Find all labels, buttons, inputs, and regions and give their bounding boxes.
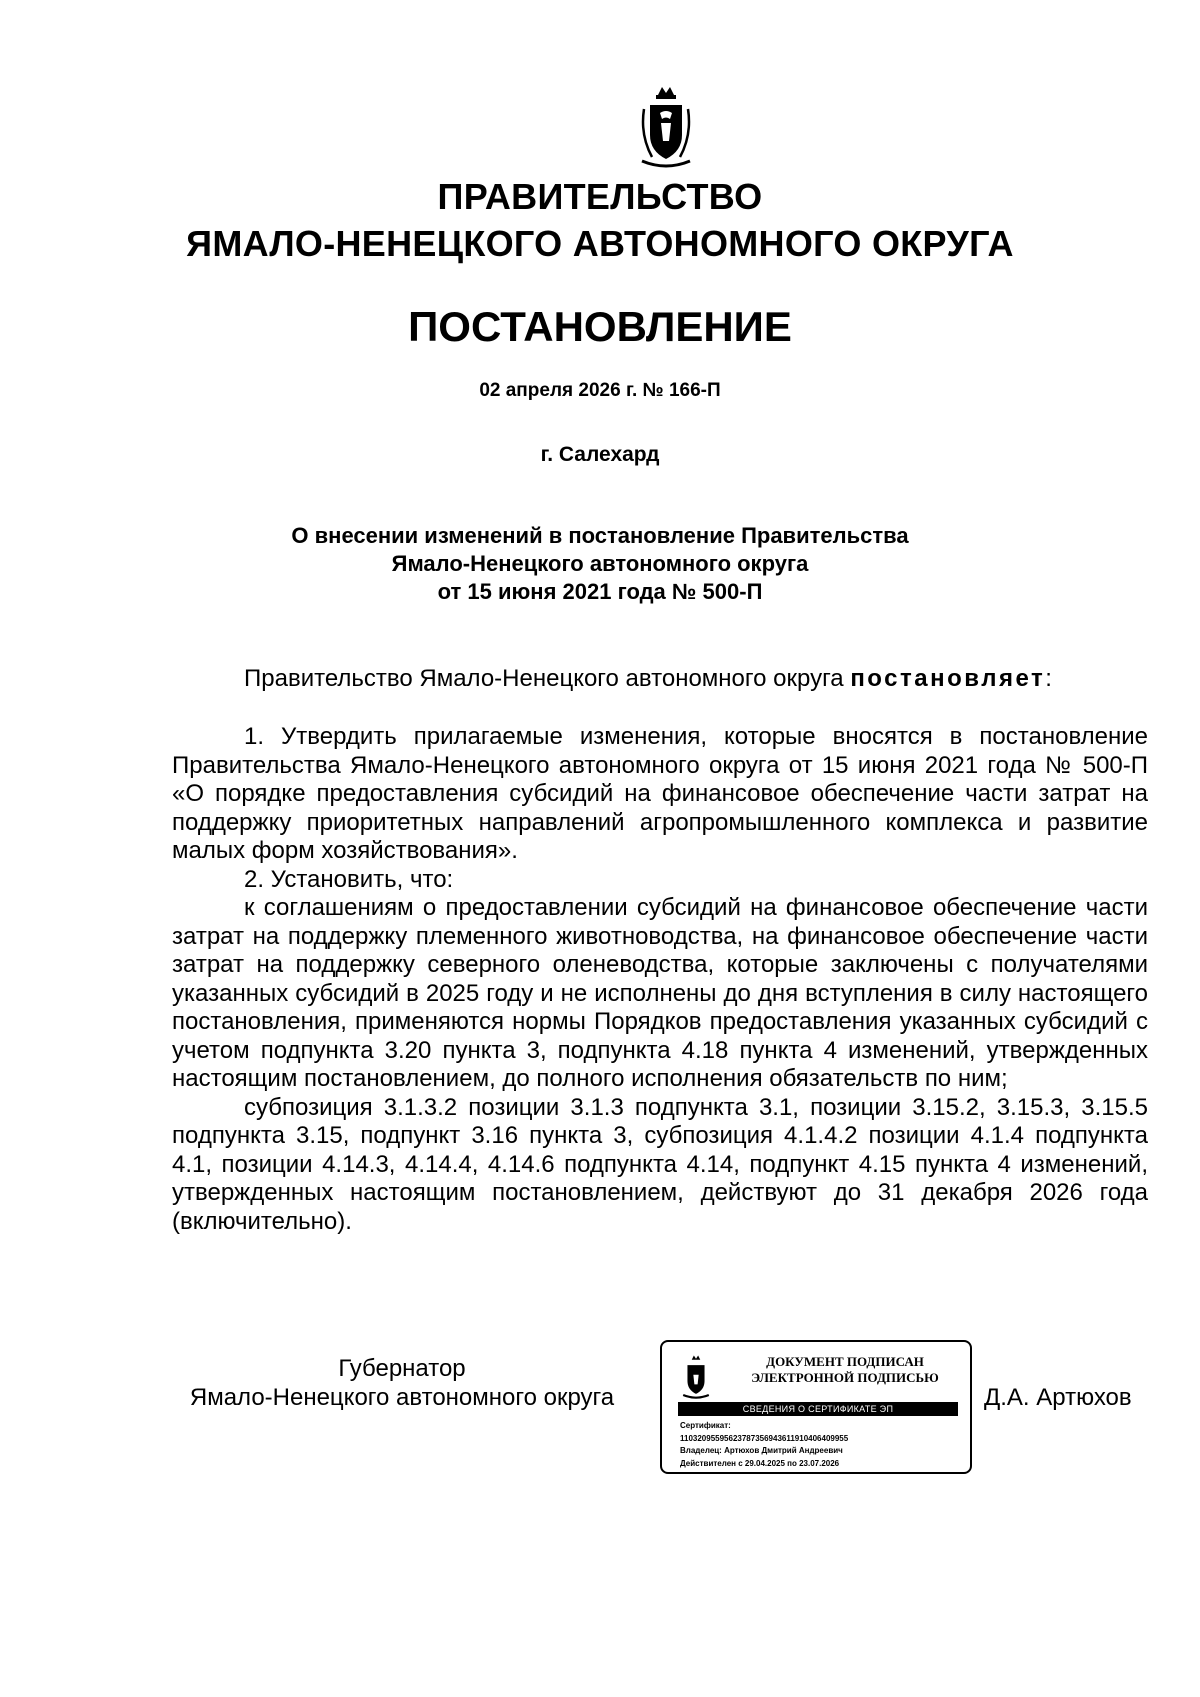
stamp-heading-line1: ДОКУМЕНТ ПОДПИСАН: [766, 1354, 924, 1369]
coat-of-arms-icon: [680, 1354, 712, 1404]
signatory-name: Д.А. Артюхов: [984, 1384, 1132, 1411]
preamble-emphasis: постановляет: [850, 665, 1046, 692]
signatory-title-line2: Ямало-Ненецкого автономного округа: [189, 1384, 615, 1411]
certificate-validity: Действителен с 29.04.2025 по 23.07.2026: [680, 1458, 840, 1468]
document-city: г. Салехард: [540, 443, 660, 466]
government-title-line2: ЯМАЛО-НЕНЕЦКОГО АВТОНОМНОГО ОКРУГА: [186, 223, 1014, 264]
stamp-heading-line2: ЭЛЕКТРОННОЙ ПОДПИСЬЮ: [751, 1370, 939, 1385]
certificate-number: 11032095595623787356943611910406409955: [680, 1433, 849, 1443]
government-title: [0, 173, 1200, 267]
signatory-title-line1: Губернатор: [338, 1355, 466, 1382]
stamp-heading: [722, 1354, 968, 1386]
certificate-owner: Владелец: Артюхов Дмитрий Андреевич: [680, 1446, 843, 1455]
document-subject: [0, 522, 1200, 606]
coat-of-arms-icon: [636, 85, 696, 177]
preamble-colon: :: [1045, 665, 1052, 692]
body-paragraph: к соглашениям о предоставлении субсидий на финансовое обеспечение части затрат на поддержку племенного животноводства, на финансовое обеспечение части затрат на поддержку северного оленеводства, которые заключены с получателями указанных субсидий в 2025 году и не исполнены до дня вступления в силу настоящего постановления, применяются нормы Порядков предоставления указанных субсидий с учетом подпункта 3.20 пункта 3, подпункта 4.18 пункта 4 изменений, утвержденных настоящим постановлением, до полного исполнения обязательств по ним;: [172, 894, 1148, 1092]
government-title-line1: ПРАВИТЕЛЬСТВО: [437, 176, 763, 217]
preamble-text: Правительство Ямало-Ненецкого автономного округа: [244, 665, 851, 692]
body-paragraph: 2. Установить, что:: [244, 865, 454, 893]
subject-line1: О внесении изменений в постановление Правительства: [291, 523, 909, 548]
document-body: [172, 723, 1148, 1236]
document-type: ПОСТАНОВЛЕНИЕ: [408, 303, 792, 350]
subject-line2: Ямало-Ненецкого автономного округа: [391, 551, 809, 576]
preamble: [172, 665, 1148, 694]
certificate-label: Сертификат:: [680, 1421, 731, 1430]
signatory-title: [172, 1354, 632, 1412]
stamp-certificate-info: [680, 1420, 848, 1470]
stamp-certificate-bar: СВЕДЕНИЯ О СЕРТИФИКАТЕ ЭП: [678, 1402, 958, 1416]
electronic-signature-stamp: [660, 1340, 972, 1474]
subject-line3: от 15 июня 2021 года № 500-П: [437, 579, 763, 604]
body-paragraph: субпозиция 3.1.3.2 позиции 3.1.3 подпункта 3.1, позиции 3.15.2, 3.15.3, 3.15.5 подпункта 3.15, подпункт 3.16 пункта 3, субпозиция 4.1.4.2 позиции 4.1.4 подпункта 4.1, позиции 4.14.3, 4.14.4, 4.14.6 подпункта 4.14, подпункт 4.15 пункта 4 изменений, утвержденных настоящим постановлением, действуют до 31 декабря 2026 года (включительно).: [172, 1093, 1148, 1235]
document-date-number: 02 апреля 2026 г. № 166-П: [479, 380, 721, 401]
body-paragraph: 1. Утвердить прилагаемые изменения, которые вносятся в постановление Правительства Ямало-Ненецкого автономного округа от 15 июня 2021 года № 500-П «О порядке предоставления субсидий на финансовое обеспечение части затрат на поддержку приоритетных направлений агропромышленного комплекса и развитие малых форм хозяйствования».: [172, 723, 1148, 864]
